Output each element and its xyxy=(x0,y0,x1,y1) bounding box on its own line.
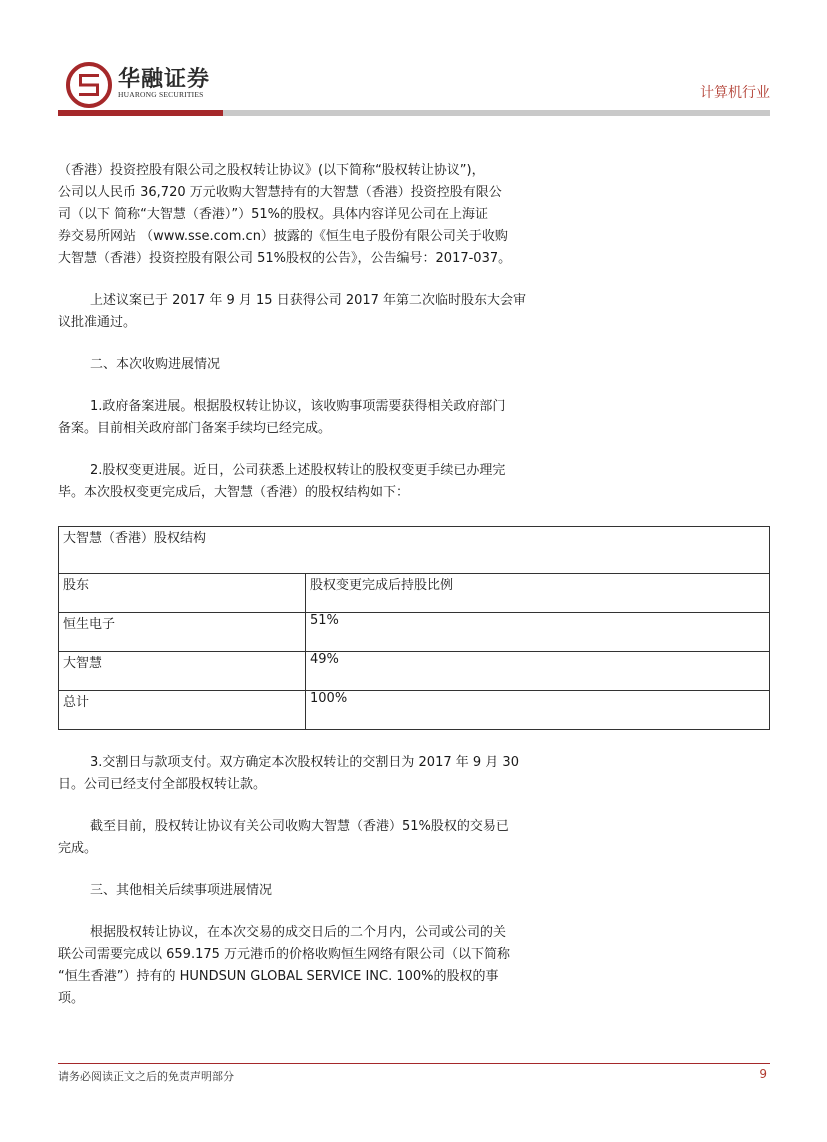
brand-name-cn: 华融证券 xyxy=(118,67,211,92)
industry-section-title: 计算机行业 xyxy=(700,85,770,101)
body-text xyxy=(58,160,578,504)
table-cell: 100% xyxy=(306,691,770,730)
paragraph-government-filing: 1.政府备案进展。根据股权转让协议，该收购事项需要获得相关政府部门 备案。目前相关政府部门备案手续均已经完成。 xyxy=(58,399,506,436)
section-heading-other-matters: 三、其他相关后续事项进展情况 xyxy=(90,883,273,898)
table-cell: 恒生电子 xyxy=(59,613,306,652)
table-cell: 49% xyxy=(306,652,770,691)
section-heading-progress: 二、本次收购进展情况 xyxy=(90,357,221,372)
page-number: 9 xyxy=(759,1067,767,1081)
header-bar-accent xyxy=(58,110,223,116)
paragraph-agreement: （香港）投资控股有限公司之股权转让协议》(以下简称“股权转让协议”)， 公司以人民币 36,720 万元收购大智慧持有的大智慧（香港）投资控股有限公 司（以下 简称“大智慧（香港）”）51%的股权。具体内容详见公司在上海证 券交易所网站 （www.sse.com.cn）披露的《恒生电子股份有限公司关于收购 大智慧（香港）投资控股有限公司 51%股权的公告》，公告编号：2017-037。 xyxy=(58,163,512,266)
footer-divider xyxy=(58,1063,770,1064)
table-header: 股权变更完成后持股比例 xyxy=(306,574,770,613)
table-cell: 大智慧 xyxy=(59,652,306,691)
paragraph-closing-payment: 3.交割日与款项支付。双方确定本次股权转让的交割日为 2017 年 9 月 30 日。公司已经支付全部股权转让款。 xyxy=(58,755,519,792)
table-cell: 51% xyxy=(306,613,770,652)
table-title: 大智慧（香港）股权结构 xyxy=(59,527,770,574)
table-row xyxy=(59,652,770,691)
brand-name-en: HUARONG SECURITIES xyxy=(118,90,204,99)
table-cell: 总计 xyxy=(59,691,306,730)
huarong-logo-icon xyxy=(66,62,112,108)
table-row xyxy=(59,613,770,652)
disclaimer-note: 请务必阅读正文之后的免责声明部分 xyxy=(58,1070,234,1083)
paragraph-approval: 上述议案已于 2017 年 9 月 15 日获得公司 2017 年第二次临时股东大会审 议批准通过。 xyxy=(58,293,527,330)
table-header-row xyxy=(59,574,770,613)
header-bar-gray xyxy=(223,110,770,116)
table-header: 股东 xyxy=(59,574,306,613)
paragraph-equity-change: 2.股权变更进展。近日，公司获悉上述股权转让的股权变更手续已办理完 毕。本次股权变更完成后，大智慧（香港）的股权结构如下： xyxy=(58,463,506,500)
shareholding-table xyxy=(58,526,770,730)
paragraph-hundsun-global: 根据股权转让协议，在本次交易的成交日后的二个月内，公司或公司的关 联公司需要完成以 659.175 万元港币的价格收购恒生网络有限公司（以下简称 “恒生香港”）持有的 HUNDSUN GLOBAL SERVICE INC. 100%的股权的事 项。 xyxy=(58,925,511,1006)
table-row xyxy=(59,691,770,730)
paragraph-completion: 截至目前，股权转让协议有关公司收购大智慧（香港）51%股权的交易已 完成。 xyxy=(58,819,509,856)
body-text-continued xyxy=(58,752,578,1010)
